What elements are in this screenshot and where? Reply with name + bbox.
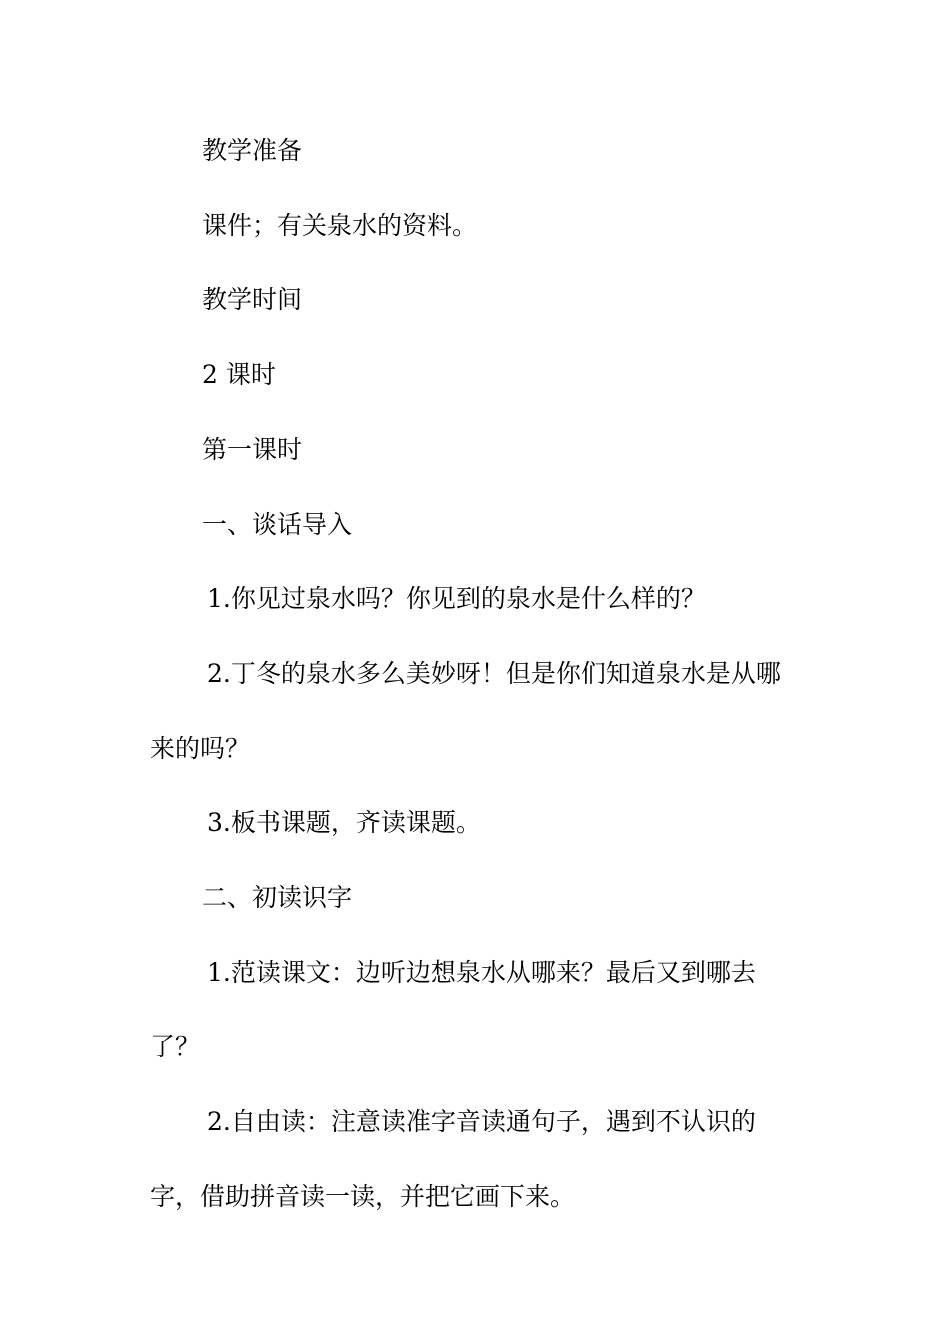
heading-teaching-time: 教学时间 <box>202 285 303 314</box>
section-heading-intro: 一、谈话导入 <box>202 510 353 539</box>
heading-teaching-preparation: 教学准备 <box>202 136 303 165</box>
list-item-3: 3.板书课题，齐读课题。 <box>207 808 481 837</box>
list-item-reading-2-continued: 字，借助拼音读一读，并把它画下来。 <box>150 1182 576 1211</box>
list-item-reading-1: 1.范读课文：边听边想泉水从哪来？最后又到哪去 <box>207 958 756 987</box>
heading-first-lesson: 第一课时 <box>202 435 303 464</box>
list-item-2: 2.丁冬的泉水多么美妙呀！但是你们知道泉水是从哪 <box>207 659 781 688</box>
section-heading-reading: 二、初读识字 <box>202 883 353 912</box>
list-item-reading-1-continued: 了？ <box>150 1032 201 1061</box>
list-item-2-continued: 来的吗？ <box>150 734 251 763</box>
paragraph-materials: 课件；有关泉水的资料。 <box>202 211 478 240</box>
list-item-1: 1.你见过泉水吗？你见到的泉水是什么样的？ <box>207 584 706 613</box>
paragraph-lesson-count: 2 课时 <box>202 360 276 389</box>
list-item-reading-2: 2.自由读：注意读准字音读通句子，遇到不认识的 <box>207 1107 756 1136</box>
